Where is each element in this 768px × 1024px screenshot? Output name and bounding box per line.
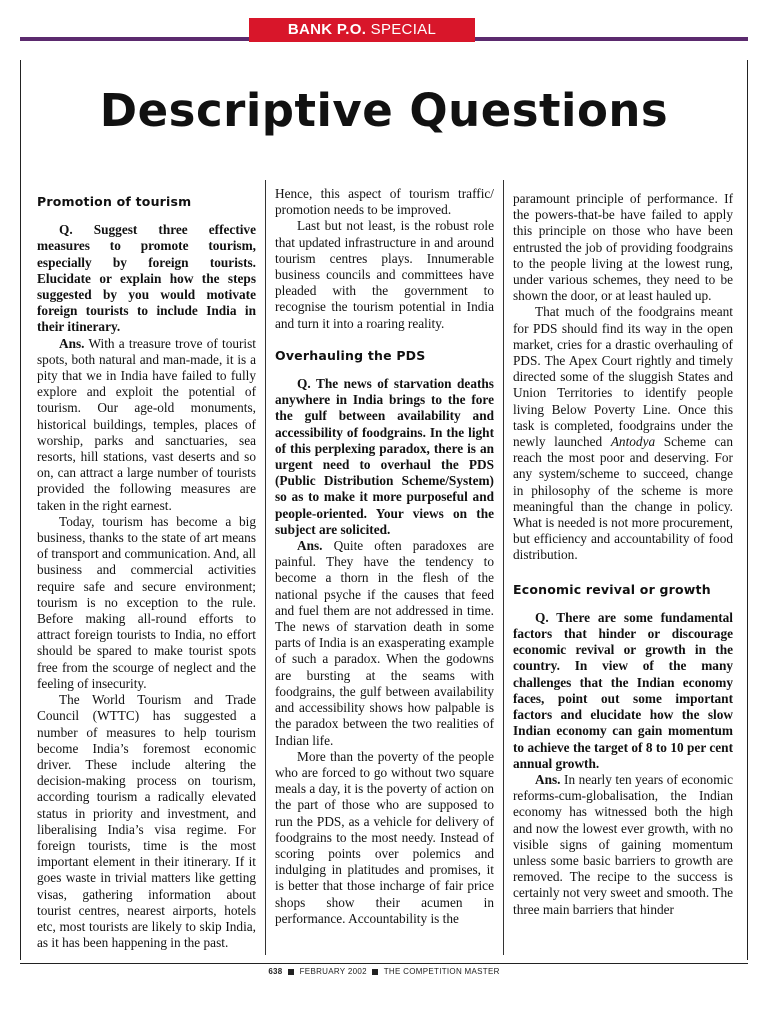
section-tag-rest: SPECIAL — [370, 21, 437, 38]
answer-tourism-p2: Today, tourism has become a big business, thanks to the state of art means of transport and communication. And, all business and commercial activities require safe and secure environment; tourism is no exception to the rule. Before making all-round efforts to attract foreign tourists to India, no effort should be spared to make tourist spots free from the scourge of neglect and the feeling of insecurity. — [37, 513, 256, 691]
answer-label: Ans. — [535, 771, 561, 787]
question-pds: Q. The news of starvation deaths anywhere in India brings to the fore the gulf between availability and accessibility of foodgrains. In the light of this perplexing paradox, there is an urgent need to overhaul the PDS (Public Distribution Scheme/System) so as to make it more purposeful and people-oriented. Your views on the subject are solicited. — [275, 376, 494, 537]
answer-tourism-p4: Hence, this aspect of tourism traffic/ promotion needs to be improved. — [275, 186, 494, 218]
answer-text: Quite often paradoxes are painful. They have the tendency to become a thorn in the flesh of the national psyche if the causes that feed and fuel them are not addressed in time. The news of starvation death in some parts of India is an exasperating example of such a paradox. When the godowns are bursting at the seams with foodgrains, the gulf between availability and accessibility shows how palpable is the paradox between the two realities of Indian life. — [275, 538, 494, 748]
answer-text: With a treasure trove of tourist spots, both natural and man-made, it is a pity that we in India have failed to fully explore and exploit the potential of tourism. Our age-old monuments, historical buildings, temples, places of worship, parks and sanctuaries, sea resorts, hill stations, vast deserts and so on, can attract a large number of tourists provided the following measures are taken in the right earnest. — [37, 335, 256, 513]
section-heading-pds: Overhauling the PDS — [275, 347, 426, 363]
column-divider — [265, 180, 266, 955]
footer-rule — [20, 963, 748, 964]
answer-tourism-p3: The World Tourism and Trade Council (WTTC) has suggested a number of measures to help tourism become India’s foremost economic driver. These include altering the decision-making process on tourism, according tourism a radically elevated status in priority and investment, and liberalising India’s visa regime. For foreign tourists, time is the most important element in their itinerary. If it goes waste in trivial matters like getting visas, gathering information about tourist centres, nearest airports, hotels etc, most tourists are likely to skip India, as it has been happening in the past. — [37, 692, 256, 951]
answer-tourism-p5: Last but not least, is the robust role that updated infrastructure in and around tourism centres plays. Innumerable business councils and committees have pleaded with the government to recognise the tourism potential in India and turn it into a roaring reality. — [275, 218, 494, 331]
answer-text: That much of the foodgrains meant for PDS should find its way in the open market, cries for a drastic overhauling of PDS. The Apex Court rightly and timely directed some of the sluggish States and Union Territories to identify people living Below Poverty Line. Once this task is completed, foodgrains under the newly launched — [513, 304, 733, 450]
answer-pds-p4 — [513, 304, 733, 563]
column-divider — [503, 180, 504, 955]
answer-text: Scheme can reach the most poor and deserving. For any system/scheme to succeed, change in philosophy of the scheme is more meaningful than the change in policy. What is needed is not more procurement, but efficiency and accountability of food distribution. — [513, 434, 733, 563]
answer-pds-p1 — [275, 538, 494, 749]
square-bullet-icon — [372, 969, 378, 975]
page-number: 638 — [268, 967, 283, 976]
square-bullet-icon — [288, 969, 294, 975]
answer-tourism-p1 — [37, 336, 256, 514]
page-title: Descriptive Questions — [99, 84, 669, 137]
column-3 — [513, 191, 733, 918]
issue-date: FEBRUARY 2002 — [299, 967, 367, 976]
section-heading-economy: Economic revival or growth — [513, 581, 711, 597]
question-economy: Q. There are some fundamental factors that hinder or discourage economic revival or growth in the country. In view of the many challenges that the Indian economy faces, point out some important factors and elucidate how the slow Indian economy can gain momentum to achieve the target of 8 to 10 per cent annual growth. — [513, 609, 733, 771]
section-heading-tourism: Promotion of tourism — [37, 194, 192, 209]
answer-pds-p2: More than the poverty of the people who are forced to go without two square meals a day, it is the poverty of action on the part of those who are supposed to run the PDS, as a vehicle for delivery of foodgrains to the most needy. Instead of scoring points over polemics and indulging in platitudes and promises, it is better that those incharge of fair price shops show their acumen in performance. Accountability is the — [275, 748, 494, 926]
left-margin-rule — [20, 60, 21, 960]
column-1 — [37, 186, 256, 951]
answer-label: Ans. — [297, 538, 323, 554]
answer-pds-p3: paramount principle of performance. If the powers-that-be have failed to apply this principle on those who have been entrusted the job of providing foodgrains to the people living at the lowest rung, under various schemes, they need to be shown the door, or at least hauled up. — [513, 191, 733, 304]
magazine-name: THE COMPETITION MASTER — [383, 967, 500, 976]
column-2 — [275, 186, 494, 927]
question-tourism: Q. Suggest three effective measures to promote tourism, especially by foreign tourists. Elucidate or explain how the steps suggested by you would motivate foreign tourists to include India in their itinerary. — [37, 222, 256, 335]
scheme-name: Antodya — [610, 434, 656, 450]
answer-text: In nearly ten years of economic reforms-cum-globalisation, the Indian economy has witnessed both the high and now the lowest ever growth, with no visible signs of gaining momentum unless some basic barriers to growth are removed. The recipe to the success is certainly not very sweet and smooth. The three main barriers that hinder — [513, 771, 734, 917]
answer-label: Ans. — [59, 335, 85, 351]
answer-economy-p1 — [513, 772, 733, 918]
section-tag — [249, 18, 475, 42]
section-tag-bold: BANK P.O. — [287, 21, 367, 38]
page-footer — [0, 967, 768, 976]
right-margin-rule — [747, 60, 748, 960]
